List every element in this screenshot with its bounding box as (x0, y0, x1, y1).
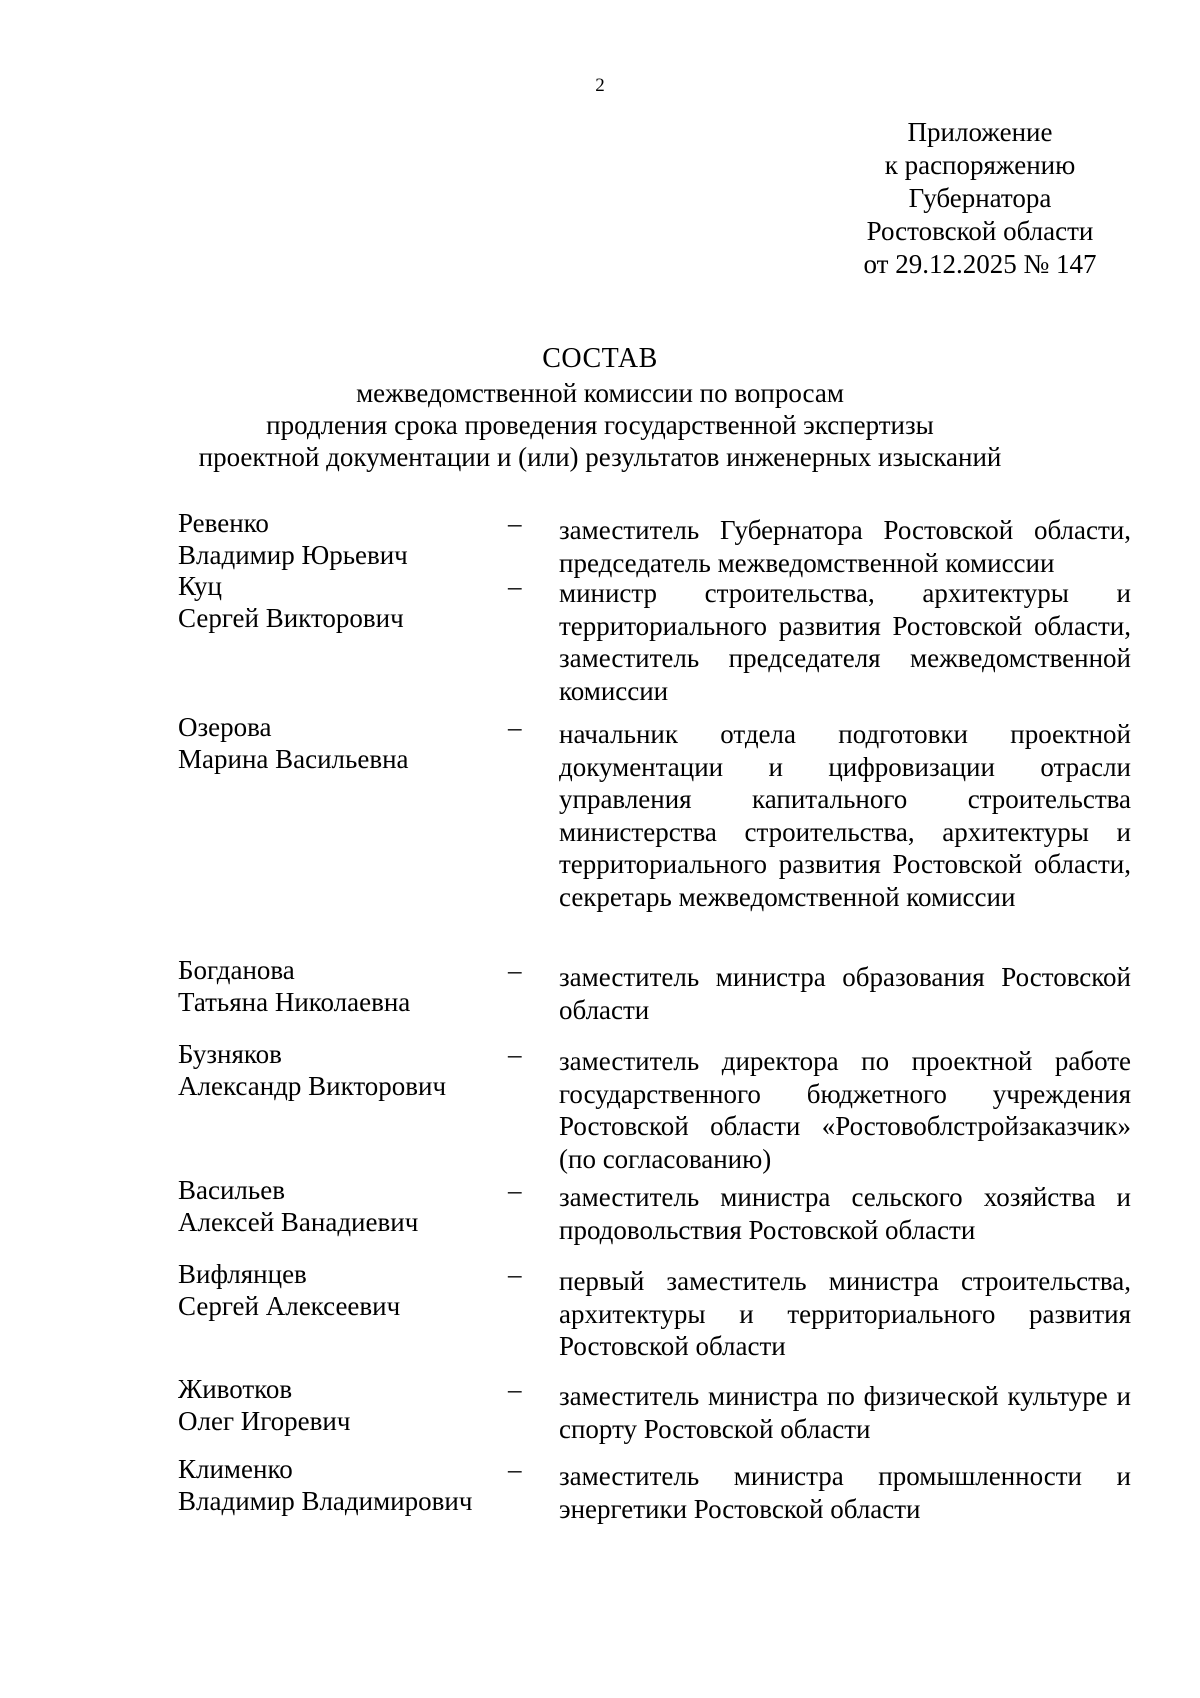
member-entry (0, 507, 1200, 578)
member-separator: – (508, 1454, 522, 1484)
appendix-line: Приложение (907, 117, 1053, 147)
member-separator: – (508, 1374, 522, 1404)
member-name (178, 507, 508, 571)
member-separator: – (508, 955, 522, 985)
appendix-stamp (830, 116, 1130, 281)
member-name (178, 570, 508, 634)
member-entry (0, 570, 1200, 711)
member-name (178, 711, 508, 775)
document-subtitle-line: проектной документации и (или) результатов инженерных изысканий (198, 442, 1002, 472)
member-entry (0, 954, 1200, 1038)
member-separator: – (508, 1259, 522, 1289)
member-surname: Куц (178, 571, 222, 601)
member-given-names: Александр Викторович (178, 1071, 447, 1101)
member-surname: Животков (178, 1374, 293, 1404)
member-entry (0, 1373, 1200, 1453)
member-surname: Васильев (178, 1175, 285, 1205)
member-name (178, 1453, 508, 1517)
member-surname: Бузняков (178, 1039, 282, 1069)
member-entry (0, 1258, 1200, 1373)
member-entry (0, 1038, 1200, 1174)
document-subtitle-line: продления срока проведения государственной экспертизы (266, 410, 934, 440)
member-surname: Ревенко (178, 508, 269, 538)
member-position: начальник отдела подготовки проектной документации и цифровизации отрасли управления капитального строительства министерства строительства, архитектуры и территориального развития Ростовской области, секретарь межведомственной комиссии (559, 719, 1131, 912)
member-name (178, 954, 508, 1018)
member-entry (0, 711, 1200, 954)
member-given-names: Олег Игоревич (178, 1406, 351, 1436)
member-given-names: Владимир Юрьевич (178, 540, 408, 570)
member-position: заместитель директора по проектной работе государственного бюджетного учреждения Ростовской области «Ростовоблстройзаказчик» (по согласованию) (559, 1046, 1131, 1174)
document-subtitle-line: межведомственной комиссии по вопросам (356, 378, 844, 408)
member-separator: – (508, 712, 522, 742)
page-number: 2 (595, 75, 605, 96)
member-entry (0, 1453, 1200, 1533)
member-name (178, 1174, 508, 1238)
member-position: заместитель министра образования Ростовской области (559, 962, 1131, 1025)
member-surname: Вифлянцев (178, 1259, 307, 1289)
member-given-names: Татьяна Николаевна (178, 987, 411, 1017)
appendix-line: Губернатора (908, 183, 1052, 213)
commission-members-list (0, 507, 1200, 1533)
appendix-line: Ростовской области (866, 216, 1094, 246)
document-title: СОСТАВ (542, 343, 658, 374)
member-position: заместитель министра по физической культуре и спорту Ростовской области (559, 1381, 1131, 1444)
appendix-line: к распоряжению (884, 150, 1076, 180)
member-position: заместитель министра промышленности и энергетики Ростовской области (559, 1461, 1131, 1524)
member-position: заместитель Губернатора Ростовской области, председатель межведомственной комиссии (559, 515, 1131, 578)
member-separator: – (508, 1039, 522, 1069)
member-position: первый заместитель министра строительства, архитектуры и территориального развития Ростовской области (559, 1266, 1131, 1361)
member-given-names: Марина Васильевна (178, 744, 409, 774)
member-given-names: Сергей Алексеевич (178, 1291, 401, 1321)
member-surname: Озерова (178, 712, 272, 742)
member-given-names: Владимир Владимирович (178, 1486, 473, 1516)
member-name (178, 1038, 508, 1102)
member-given-names: Алексей Ванадиевич (178, 1207, 419, 1237)
member-name (178, 1258, 508, 1322)
member-entry (0, 1174, 1200, 1258)
member-name (178, 1373, 508, 1437)
member-given-names: Сергей Викторович (178, 603, 404, 633)
member-separator: – (508, 571, 522, 601)
appendix-date-line: от 29.12.2025 № 147 (863, 249, 1097, 279)
member-separator: – (508, 508, 522, 538)
document-heading (0, 341, 1200, 473)
member-position: министр строительства, архитектуры и территориального развития Ростовской области, заместитель председателя межведомственной комиссии (559, 578, 1131, 706)
member-separator: – (508, 1175, 522, 1205)
member-surname: Богданова (178, 955, 295, 985)
member-surname: Клименко (178, 1454, 293, 1484)
member-position: заместитель министра сельского хозяйства и продовольствия Ростовской области (559, 1182, 1131, 1245)
